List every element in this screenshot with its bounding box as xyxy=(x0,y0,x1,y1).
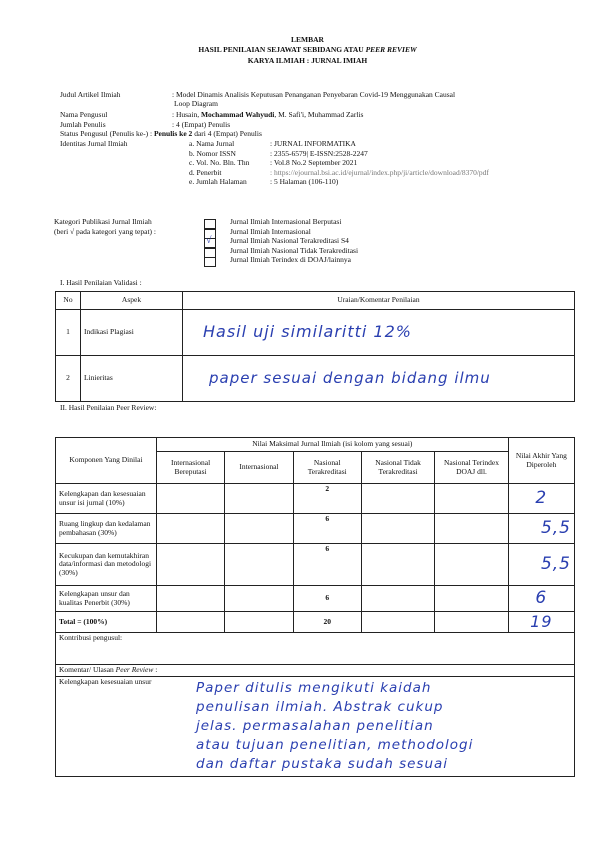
col-aspek: Aspek xyxy=(81,292,183,310)
komentar-line: atau tujuan penelitian, methodologi xyxy=(196,737,474,754)
row-komentar: Hasil uji similaritti 12% xyxy=(183,310,575,356)
identitas-label: Identitas Jurnal Ilmiah xyxy=(60,139,128,148)
peer-table xyxy=(55,437,575,777)
row-nilai: 6 xyxy=(293,544,361,586)
identitas-key: b. Nomor ISSN xyxy=(189,148,236,158)
row-akhir: 5,5 xyxy=(508,544,574,586)
row-akhir: 2 xyxy=(508,484,574,514)
row-nilai: 2 xyxy=(293,484,361,514)
kategori-option-label: Jurnal Ilmiah Terindex di DOAJ/lainnya xyxy=(230,255,351,264)
row-komponen: Kelengkapan unsur dan kualitas Penerbit (30%) xyxy=(56,586,157,612)
col-nilai-maks: Nilai Maksimal Jurnal Ilmiah (isi kolom yang sesuai) xyxy=(156,438,508,452)
judul-value-1: : Model Dinamis Analisis Keputusan Penanganan Penyebaran Covid-19 Menggunakan Causal xyxy=(172,90,456,99)
komentar-row-label: Kelengkapan kesesuaian unsur xyxy=(59,677,152,687)
kategori-option-label: Jurnal Ilmiah Internasional Berputasi xyxy=(230,217,342,226)
kategori-checkbox[interactable] xyxy=(204,219,216,229)
pengusul-label: Nama Pengusul xyxy=(60,110,108,119)
peer-row xyxy=(56,544,575,586)
subcol-internasional: Internasional xyxy=(225,452,293,484)
peer-row xyxy=(56,484,575,514)
subcol-internasional-bereputasi: Internasional Bereputasi xyxy=(156,452,224,484)
komentar-line: penulisan ilmiah. Abstrak cukup xyxy=(196,699,444,716)
identitas-value: : 5 Halaman (106-110) xyxy=(270,177,339,186)
kategori-checkbox[interactable] xyxy=(204,248,216,258)
row-nilai: 6 xyxy=(293,586,361,612)
total-akhir: 19 xyxy=(508,612,574,633)
identitas-value: : 2355-6579| E-ISSN:2528-2247 xyxy=(270,148,368,158)
kategori-label-1: Kategori Publikasi Jurnal Ilmiah xyxy=(54,217,152,226)
col-uraian: Uraian/Komentar Penilaian xyxy=(183,292,575,310)
validasi-title: I. Hasil Penilaian Validasi : xyxy=(60,278,142,287)
kontribusi-label: Kontribusi pengusul: xyxy=(56,633,575,665)
header-line2: HASIL PENILAIAN SEJAWAT SEBIDANG ATAU PEER REVIEW xyxy=(198,45,417,54)
row-aspek: Linieritas xyxy=(81,356,183,402)
komentar-label: Komentar/ Ulasan Peer Review : xyxy=(56,665,575,677)
total-row xyxy=(56,612,575,633)
row-no: 1 xyxy=(56,310,81,356)
row-komentar: paper sesuai dengan bidang ilmu xyxy=(183,356,575,402)
identitas-value: : JURNAL INFORMATIKA xyxy=(270,139,356,148)
validasi-table xyxy=(55,291,575,402)
kategori-option-label: Jurnal Ilmiah Nasional Terakreditasi S4 xyxy=(230,236,349,245)
col-no: No xyxy=(56,292,81,310)
penulis-label: Jumlah Penulis xyxy=(60,120,106,129)
identitas-key: e. Jumlah Halaman xyxy=(189,177,247,186)
subcol-nasional-terakreditasi: Nasional Terakreditasi xyxy=(293,452,361,484)
identitas-key: d. Penerbit xyxy=(189,167,222,177)
total-value: 20 xyxy=(293,612,361,633)
komentar-line: Paper ditulis mengikuti kaidah xyxy=(196,680,432,697)
identitas-key: a. Nama Jurnal xyxy=(189,139,235,148)
komentar-cell xyxy=(56,677,575,777)
identitas-key: c. Vol. No. Bln. Thn xyxy=(189,158,250,167)
komentar-title-row xyxy=(56,665,575,677)
pengusul-value: : Husain, Mochammad Wahyudi, M. Safi'i, Muhammad Zarlis xyxy=(172,110,364,119)
komentar-row xyxy=(56,677,575,777)
peer-row xyxy=(56,586,575,612)
header-line3: KARYA ILMIAH : JURNAL IMIAH xyxy=(247,56,368,65)
row-komponen: Ruang lingkup dan kedalaman pembahasan (30%) xyxy=(56,514,157,544)
validasi-row xyxy=(56,356,575,402)
identitas-value: : https://ejournal.bsi.ac.id/ejurnal/index.php/ji/article/download/8370/pdf xyxy=(270,167,489,177)
kategori-option-label: Jurnal Ilmiah Nasional Tidak Terakreditasi xyxy=(230,245,359,255)
col-akhir: Nilai Akhir Yang Diperoleh xyxy=(508,438,574,484)
total-label: Total = (100%) xyxy=(56,612,157,633)
header-line1: LEMBAR xyxy=(291,35,324,44)
peer-title: II. Hasil Penilaian Peer Review: xyxy=(60,403,157,412)
col-komponen: Komponen Yang Dinilai xyxy=(56,438,157,484)
judul-label: Judul Artikel Ilmiah xyxy=(60,90,121,99)
row-aspek: Indikasi Plagiasi xyxy=(81,310,183,356)
row-komponen: Kelengkapan dan kesesuaian unsur isi jurnal (10%) xyxy=(56,484,157,514)
peer-row xyxy=(56,514,575,544)
identitas-value: : Vol.8 No.2 September 2021 xyxy=(270,158,358,167)
row-no: 2 xyxy=(56,356,81,402)
status-line: Status Pengusul (Penulis ke-) : Penulis ke 2 dari 4 (Empat) Penulis xyxy=(60,129,262,138)
penulis-value: : 4 (Empat) Penulis xyxy=(172,120,231,129)
judul-value-2: Loop Diagram xyxy=(174,99,218,108)
kategori-option-label: Jurnal Ilmiah Internasional xyxy=(230,226,311,236)
kontribusi-row xyxy=(56,633,575,665)
check-mark-icon: √ xyxy=(206,235,212,246)
row-akhir: 6 xyxy=(508,586,574,612)
kategori-checkbox[interactable] xyxy=(204,257,216,267)
validasi-row xyxy=(56,310,575,356)
kategori-label-2: (beri √ pada kategori yang tepat) : xyxy=(54,227,156,236)
row-komponen: Kecukupan dan kemutakhiran data/informasi dan metodologi (30%) xyxy=(56,544,157,586)
row-nilai: 6 xyxy=(293,514,361,544)
komentar-line: dan daftar pustaka sudah sesuai xyxy=(196,756,449,773)
komentar-line: jelas. permasalahan penelitian xyxy=(196,718,434,735)
subcol-doaj: Nasional Terindex DOAJ dll. xyxy=(435,452,508,484)
subcol-nasional-tidak: Nasional Tidak Terakreditasi xyxy=(361,452,434,484)
row-akhir: 5,5 xyxy=(508,514,574,544)
